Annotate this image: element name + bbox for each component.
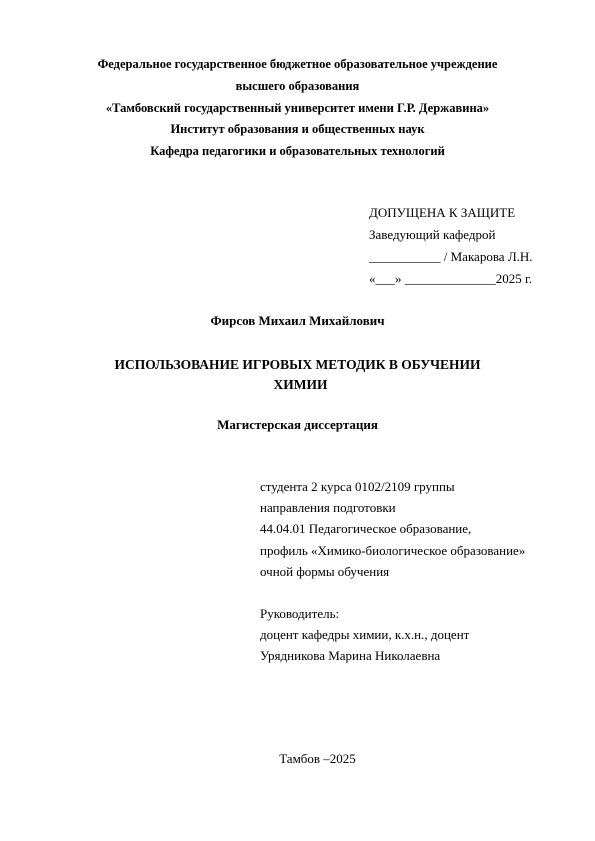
supervisor-name: Урядникова Марина Николаевна <box>260 648 441 663</box>
work-type: Магистерская диссертация <box>217 417 378 432</box>
student-info-line-1: студента 2 курса 0102/2109 группы <box>260 479 455 494</box>
student-info-line-5: очной формы обучения <box>260 564 390 579</box>
supervisor-position: доцент кафедры химии, к.х.н., доцент <box>260 627 470 642</box>
student-info-line-3: 44.04.01 Педагогическое образование, <box>260 521 472 536</box>
author-name: Фирсов Михаил Михайлович <box>210 313 385 328</box>
supervisor-label: Руководитель: <box>260 606 340 621</box>
header-line-5: Кафедра педагогики и образовательных технологий <box>150 144 445 158</box>
city-year: Тамбов –2025 <box>279 751 356 766</box>
thesis-title-line-1: ИСПОЛЬЗОВАНИЕ ИГРОВЫХ МЕТОДИК В ОБУЧЕНИИ <box>114 357 481 372</box>
student-info-line-4: профиль «Химико-биологическое образование» <box>260 543 526 558</box>
approval-line-2: Заведующий кафедрой <box>369 227 496 242</box>
header-line-3: «Тамбовский государственный университет имени Г.Р. Державина» <box>105 101 490 115</box>
header-line-2: высшего образования <box>235 79 360 93</box>
thesis-title-line-2: ХИМИИ <box>273 377 328 392</box>
header-line-4: Институт образования и общественных наук <box>170 122 425 136</box>
approval-signature-line: ___________ / Макарова Л.Н. <box>369 249 533 264</box>
student-info-line-2: направления подготовки <box>260 500 396 515</box>
header-line-1: Федеральное государственное бюджетное образовательное учреждение <box>97 57 498 71</box>
approval-line-1: ДОПУЩЕНА К ЗАЩИТЕ <box>369 205 516 220</box>
approval-date-line: «___» ______________2025 г. <box>369 271 533 286</box>
